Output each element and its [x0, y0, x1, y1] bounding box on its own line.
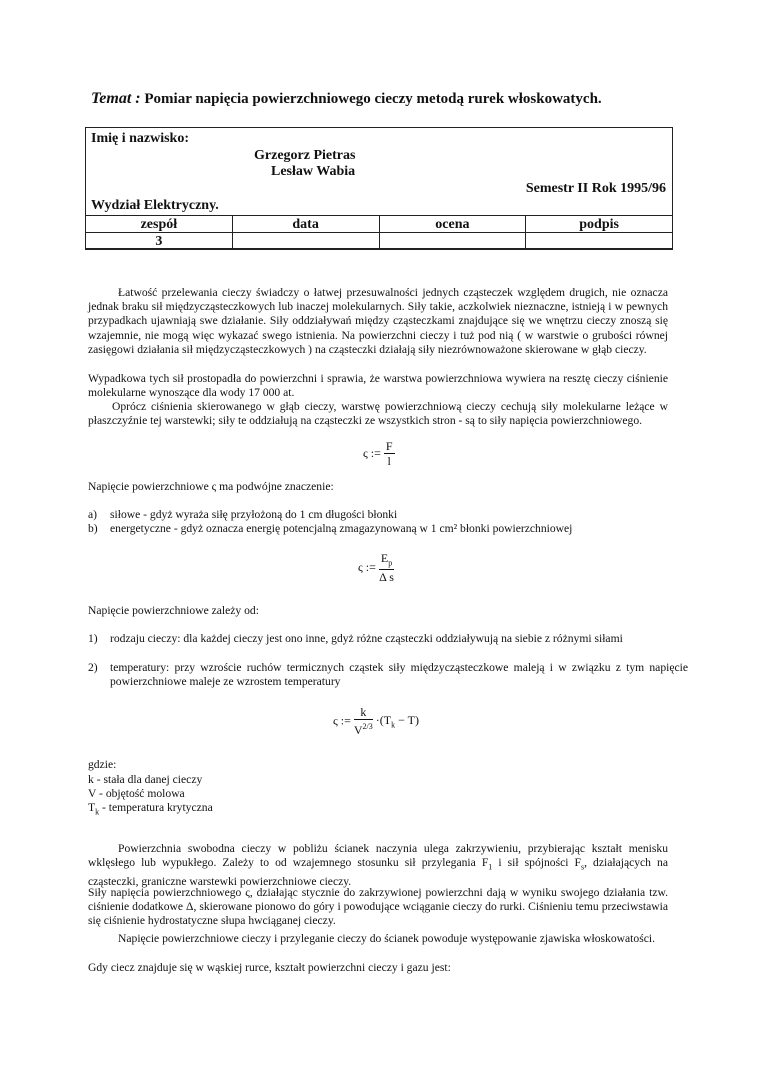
depends-text-1: rodzaju cieczy: dla każdej cieczy jest ono inne, gdyż różne cząsteczki oddziaływują na siebie z różnymi siłami	[110, 632, 623, 645]
meaning-intro: Napięcie powierzchniowe ς ma podwójne znaczenie:	[88, 480, 334, 493]
paragraph-3: Oprócz ciśnienia skierowanego w głąb cieczy, warstwę powierzchniową cieczy cechują siły molekularne leżące w płaszczyźnie tej warstewki; siły te oddziałują na cząsteczki ze wszystkich stron - są to siły napięcia powierzchniowego.	[88, 400, 668, 428]
eq3-den-base: V	[353, 723, 363, 737]
eq2-denominator: Δ s	[379, 570, 394, 585]
eq3-factor-sub: k	[391, 720, 396, 730]
eq1-numerator: F	[385, 439, 393, 453]
semester-label: Semestr II Rok 1995/96	[525, 181, 666, 196]
eq1-fraction	[384, 440, 395, 468]
equation-3	[333, 706, 419, 737]
where-item-tk	[88, 801, 213, 820]
title-label: Temat :	[91, 90, 141, 107]
meaning-marker-a: a)	[88, 508, 98, 521]
p4-end: , działających na cząsteczki, graniczne warstewki powierzchniowe cieczy.	[88, 856, 668, 888]
cell-ocena	[379, 233, 526, 250]
where-item-v: V - objętość molowa	[88, 787, 185, 800]
p4-sub-1: 1	[488, 862, 493, 872]
eq3-exp-num: 2	[362, 722, 367, 731]
eq1-denominator: l	[387, 454, 391, 468]
col-ocena: ocena	[379, 216, 526, 233]
paragraph-5: Siły napięcia powierzchniowego ς, działając stycznie do zakrzywionej powierzchni dają w wyniku swojego działania tzw. ciśnienie dodatkowe Δ, skierowane pionowo do góry i powodujące wciąganie cieczy do rurki. Ciśnieniu temu przeciwstawia się ciśnienie hydrostatyczne słupa hwciąganej cieczy.	[88, 886, 668, 928]
eq2-lhs: ς :=	[358, 559, 376, 574]
where-tk-base: T	[88, 801, 96, 814]
p4-start: Powierzchnia swobodna cieczy w pobliżu ścianek naczynia ulega zakrzywieniu, przybierając kształt menisku wklęsłego lub wypukłego. Zależy to od wzajemnego stosunku sił przylegania F	[88, 842, 668, 870]
col-data: data	[232, 216, 379, 233]
meaning-text-b: energetyczne - gdyż oznacza energię potencjalną zmagazynowaną w 1 cm² błonki powierzchniowej	[110, 522, 573, 535]
depends-marker-1: 1)	[88, 632, 98, 645]
eq3-numerator: k	[354, 706, 373, 720]
title-text: Pomiar napięcia powierzchniowego cieczy metodą rurek włoskowatych.	[144, 91, 602, 107]
eq3-exp-den: 3	[368, 722, 373, 731]
eq3-fraction	[354, 706, 373, 737]
where-tk-sub: k	[95, 807, 100, 817]
eq2-num-sub: p	[388, 558, 393, 568]
author-name-1: Grzegorz Pietras	[254, 148, 356, 163]
grade-table	[85, 215, 673, 250]
faculty-label: Wydział Elektryczny.	[91, 198, 219, 213]
eq3-denominator	[354, 720, 373, 737]
equation-2	[358, 552, 394, 584]
table-row	[86, 233, 673, 250]
p4-mid: i sił spójności F	[492, 856, 581, 870]
cell-podpis	[526, 233, 673, 250]
col-zespol: zespół	[86, 216, 233, 233]
meaning-marker-b: b)	[88, 522, 98, 535]
meaning-text-a: siłowe - gdyż wyraża siłę przyłożoną do 1 cm długości błonki	[110, 508, 398, 521]
where-tk-text: - temperatura krytyczna	[99, 801, 213, 814]
depends-marker-2: 2)	[88, 661, 98, 674]
where-label: gdzie:	[88, 758, 117, 771]
eq3-factor-end: − T)	[398, 713, 419, 728]
name-label: Imię i nazwisko:	[91, 131, 189, 146]
paragraph-2: Wypadkowa tych sił prostopadła do powierzchni i sprawia, że warstwa powierzchniowa wywiera na resztę cieczy ciśnienie molekularne wynoszące dla wody 17 000 at.	[88, 372, 668, 400]
equation-1	[363, 440, 395, 468]
where-item-k: k - stała dla danej cieczy	[88, 773, 203, 786]
paragraph-7: Gdy ciecz znajduje się w wąskiej rurce, kształt powierzchni cieczy i gazu jest:	[88, 961, 451, 974]
paragraph-1: Łatwość przelewania cieczy świadczy o łatwej przesuwalności jednych cząsteczek względem drugich, nie oznacza jednak braku sił międzycząsteczkowych lub inaczej molekularnych. Siły takie, aczkolwiek nieznaczne, istnieją i w pewnych przypadkach ujawniają swe działanie. Siły oddziaływań między cząsteczkami znajdujące się we wnętrzu cieczy znoszą się wzajemnie, nie mogą więc wykazać swego istnienia. Na powierzchni cieczy i tuż pod nią ( w warstwie o grubości równej zasięgowi działania sił międzycząsteczkowych ) na cząsteczki działają siły niezrównoważone skierowane w głąb cieczy.	[88, 286, 668, 356]
eq2-num-base: E	[380, 551, 389, 565]
table-header-row	[86, 216, 673, 233]
col-podpis: podpis	[526, 216, 673, 233]
depends-intro: Napięcie powierzchniowe zależy od:	[88, 604, 259, 617]
eq2-numerator	[379, 552, 394, 570]
p4-sub-2: s	[580, 862, 585, 872]
eq1-lhs: ς :=	[363, 445, 381, 460]
eq3-den-exp: 2/3	[362, 722, 373, 731]
author-name-2: Lesław Wabia	[271, 164, 356, 179]
eq3-factor: $\cdot(T_k - T)$	[375, 713, 419, 730]
document-title	[91, 90, 602, 108]
eq3-factor-start: (T	[379, 713, 392, 728]
eq2-fraction	[379, 552, 394, 584]
eq3-lhs: ς :=	[333, 713, 351, 728]
cell-data	[232, 233, 379, 250]
depends-text-2: temperatury: przy wzroście ruchów termicznych cząstek siły międzycząsteczkowe maleją i w związku z tym napięcie powierzchniowe maleje ze wzrostem temperatury	[110, 661, 688, 689]
paragraph-4	[88, 842, 668, 889]
cell-zespol: 3	[86, 233, 233, 250]
paragraph-6: Napięcie powierzchniowe cieczy i przyleganie cieczy do ścianek powoduje występowanie zjawiska włoskowatości.	[118, 932, 655, 945]
